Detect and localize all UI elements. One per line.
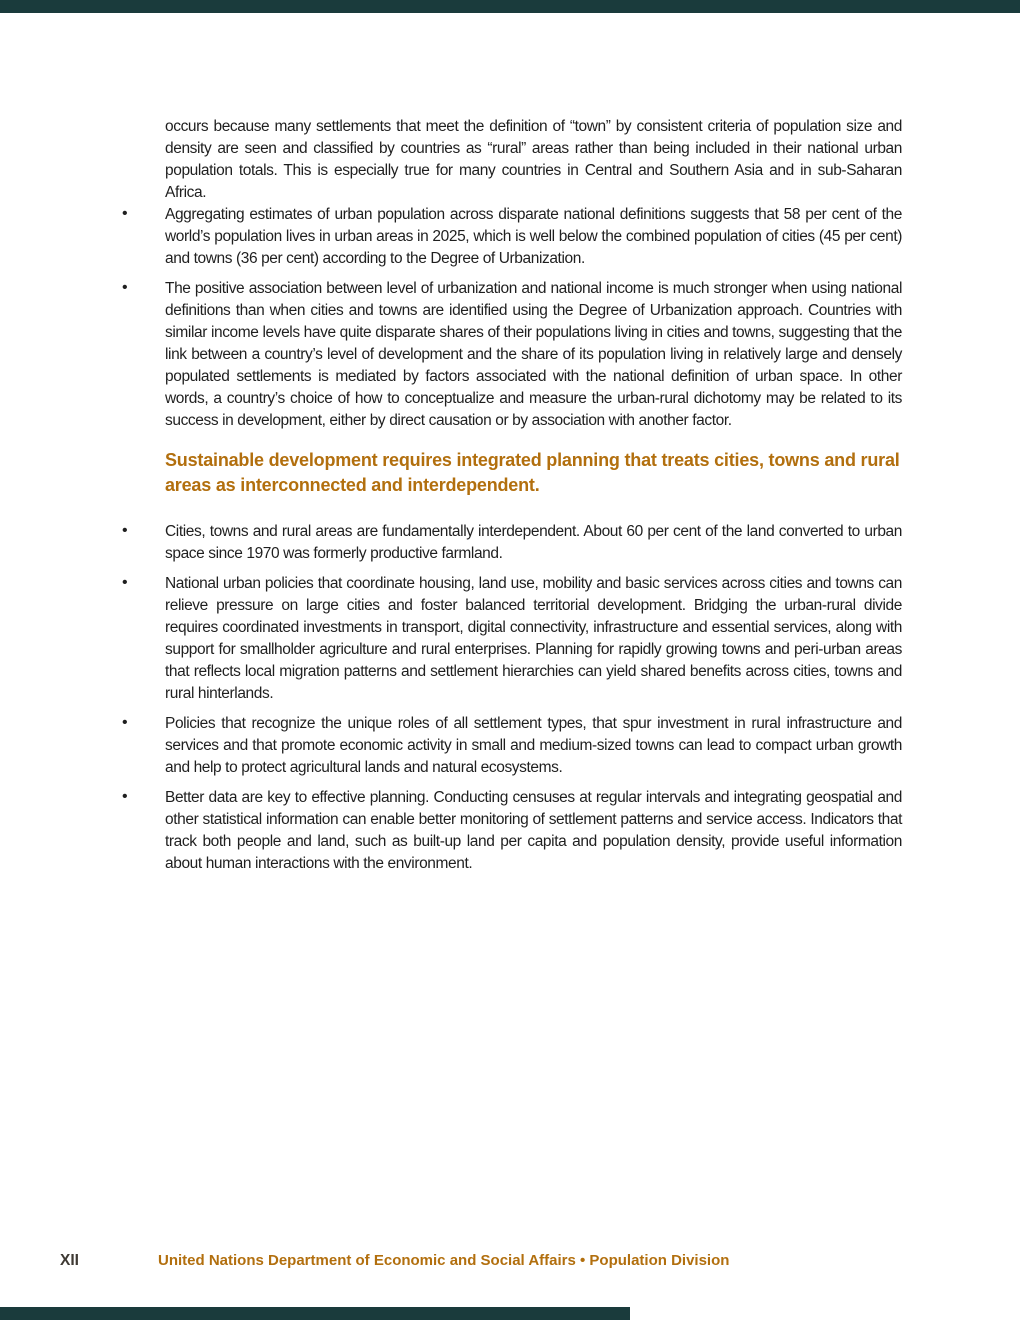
bullet-text: The positive association between level of urbanization and national income is much stronger when using national definitions than when cities and towns are identified using the Degree of Urbanization approach. Countries with similar income levels have quite disparate shares of their populations living in cities and towns, suggesting that the link between a country’s level of development and the share of its population living in relatively large and densely populated settlements is mediated by factors associated with the national definition of urban space. In other words, a country’s choice of how to conceptualize and measure the urban-rural dichotomy may be related to its success in development, either by direct causation or by association with another factor. — [165, 280, 902, 429]
bullet-item — [122, 713, 902, 779]
bottom-accent-bar — [0, 1307, 630, 1320]
section-heading: Sustainable development requires integrated planning that treats cities, towns and rural areas as interconnected and interdependent. — [165, 450, 900, 495]
bullet-dot: • — [122, 522, 128, 539]
bullet-text: Cities, towns and rural areas are fundamentally interdependent. About 60 per cent of the land converted to urban space since 1970 was formerly productive farmland. — [165, 523, 902, 562]
top-accent-bar — [0, 0, 1020, 13]
bullet-item — [122, 278, 902, 432]
bullet-dot: • — [122, 788, 128, 805]
page-content — [122, 116, 902, 883]
bullet-text: National urban policies that coordinate housing, land use, mobility and basic services across cities and towns can relieve pressure on large cities and foster balanced territorial development. Bridging the urban-rural divide requires coordinated investments in transport, digital connectivity, infrastructure and essential services, along with support for smallholder agriculture and rural enterprises. Planning for rapidly growing towns and peri-urban areas that reflects local migration patterns and settlement hierarchies can yield shared benefits across cities, towns and rural hinterlands. — [165, 575, 902, 702]
page-footer — [0, 1252, 1020, 1276]
bullet-dot: • — [122, 574, 128, 591]
bullet-dot: • — [122, 714, 128, 731]
footer-title: United Nations Department of Economic and Social Affairs • Population Division — [158, 1252, 730, 1269]
bullet-item — [122, 573, 902, 705]
bullet-item — [122, 521, 902, 565]
bullet-item — [122, 787, 902, 875]
page-number: XII — [60, 1252, 79, 1269]
intro-paragraph: occurs because many settlements that meet the definition of “town” by consistent criteria of population size and density are seen and classified by countries as “rural” areas rather than being included in their national urban population totals. This is especially true for many countries in Central and Southern Asia and in sub-Saharan Africa. — [165, 118, 902, 201]
bullet-text: Better data are key to effective planning. Conducting censuses at regular intervals and integrating geospatial and other statistical information can enable better monitoring of settlement patterns and service access. Indicators that track both people and land, such as built-up land per capita and population density, provide useful information about human interactions with the environment. — [165, 789, 902, 872]
bullet-item — [122, 204, 902, 270]
bullet-dot: • — [122, 279, 128, 296]
bullet-text: Policies that recognize the unique roles of all settlement types, that spur investment in rural infrastructure and services and that promote economic activity in small and medium-sized towns can lead to compact urban growth and help to protect agricultural lands and natural ecosystems. — [165, 715, 902, 776]
bullet-text: Aggregating estimates of urban population across disparate national definitions suggests that 58 per cent of the world’s population lives in urban areas in 2025, which is well below the combined population of cities (45 per cent) and towns (36 per cent) according to the Degree of Urbanization. — [165, 206, 902, 267]
bullet-dot: • — [122, 205, 128, 222]
